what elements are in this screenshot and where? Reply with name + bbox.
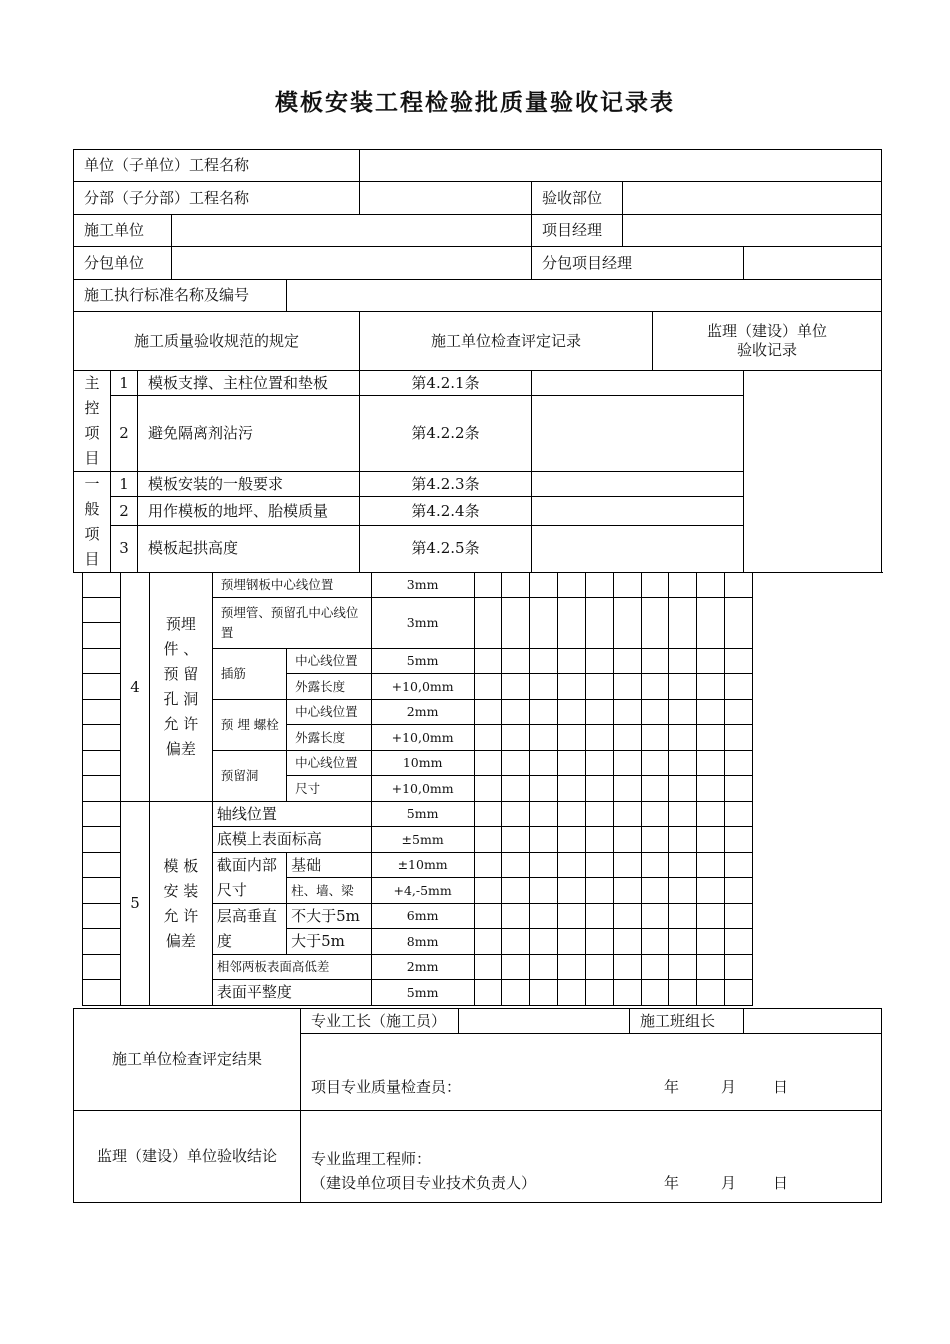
vertical-gt5-tolerance: 8mm — [371, 929, 474, 955]
blank-cell — [83, 853, 121, 878]
formwork-item-no: 5 — [121, 802, 150, 1006]
measurement-cell[interactable] — [474, 598, 502, 649]
measurement-cell[interactable] — [530, 776, 558, 802]
month-label: 月 — [721, 1174, 737, 1192]
measurement-cell[interactable] — [502, 725, 530, 751]
subdivision-project-label: 分部（子分部）工程名称 — [74, 182, 360, 215]
main-item-clause: 第4.2.1条 — [360, 371, 532, 396]
deviation-table — [82, 572, 753, 1006]
day-label: 日 — [773, 1078, 789, 1096]
general-item-record[interactable] — [532, 472, 744, 497]
measurement-cell[interactable] — [474, 674, 502, 700]
measurement-cell[interactable] — [613, 776, 641, 802]
measurement-cell[interactable] — [585, 674, 613, 700]
measurement-cell[interactable] — [613, 700, 641, 725]
measurement-cell[interactable] — [585, 573, 613, 598]
measurement-cell[interactable] — [641, 649, 669, 674]
pipe-hole-label: 预埋管、预留孔中心线位置 — [212, 598, 371, 649]
embedded-item-no: 4 — [121, 573, 150, 802]
measurement-cell[interactable] — [725, 674, 753, 700]
general-item-text: 模板起拱高度 — [138, 525, 360, 572]
measurement-cell[interactable] — [725, 878, 753, 904]
foreman-label: 专业工长（施工员） — [301, 1009, 459, 1034]
measurement-cell[interactable] — [585, 776, 613, 802]
measurement-cell[interactable] — [725, 725, 753, 751]
main-item-no: 2 — [111, 396, 138, 472]
measurement-cell[interactable] — [669, 802, 697, 827]
measurement-cell[interactable] — [558, 751, 586, 776]
measurement-cell[interactable] — [641, 776, 669, 802]
measurement-cell[interactable] — [613, 853, 641, 878]
measurement-cell[interactable] — [613, 674, 641, 700]
general-item-text: 用作模板的地坪、胎模质量 — [138, 497, 360, 525]
measurement-cell[interactable] — [502, 700, 530, 725]
measurement-cell[interactable] — [725, 751, 753, 776]
main-item-record[interactable] — [532, 371, 744, 396]
measurement-cell[interactable] — [725, 573, 753, 598]
measurement-cell[interactable] — [725, 955, 753, 980]
measurement-cell[interactable] — [530, 573, 558, 598]
measurement-cell[interactable] — [474, 725, 502, 751]
measurement-cell[interactable] — [641, 853, 669, 878]
axis-tolerance: 5mm — [371, 802, 474, 827]
bolt-exposed-tolerance: +10,0mm — [371, 725, 474, 751]
flatness-label: 表面平整度 — [212, 980, 371, 1006]
measurement-cell[interactable] — [585, 904, 613, 929]
measurement-cell[interactable] — [585, 649, 613, 674]
measurement-cell[interactable] — [669, 878, 697, 904]
day-label: 日 — [773, 1174, 789, 1192]
measurement-cell[interactable] — [474, 980, 502, 1006]
measurement-cell[interactable] — [474, 573, 502, 598]
hole-size-label: 尺寸 — [287, 776, 372, 802]
measurement-cell[interactable] — [585, 725, 613, 751]
measurement-cell[interactable] — [725, 980, 753, 1006]
bottom-elevation-tolerance: ±5mm — [371, 827, 474, 853]
measurement-cell[interactable] — [530, 649, 558, 674]
supervision-conclusion-cell[interactable] — [301, 1111, 882, 1203]
measurement-cell[interactable] — [613, 955, 641, 980]
measurement-cell[interactable] — [530, 700, 558, 725]
hole-label: 预留洞 — [212, 751, 286, 802]
section-base-tolerance: ±10mm — [371, 853, 474, 878]
measurement-cell[interactable] — [502, 674, 530, 700]
blank-cell — [83, 904, 121, 929]
measurement-cell[interactable] — [669, 751, 697, 776]
measurement-cell[interactable] — [502, 827, 530, 853]
measurement-cell[interactable] — [725, 904, 753, 929]
measurement-cell[interactable] — [474, 929, 502, 955]
blank-cell — [83, 623, 121, 649]
measurement-cell[interactable] — [613, 598, 641, 649]
general-item-no: 2 — [111, 497, 138, 525]
measurement-cell[interactable] — [669, 573, 697, 598]
measurement-cell[interactable] — [558, 929, 586, 955]
measurement-cell[interactable] — [558, 700, 586, 725]
construction-result-label: 施工单位检查评定结果 — [74, 1009, 301, 1111]
measurement-cell[interactable] — [585, 853, 613, 878]
general-item-no: 3 — [111, 525, 138, 572]
acceptance-part-label: 验收部位 — [532, 182, 623, 215]
footer-table — [73, 1008, 882, 1203]
adjacent-tolerance: 2mm — [371, 955, 474, 980]
measurement-cell[interactable] — [641, 878, 669, 904]
measurement-cell[interactable] — [669, 904, 697, 929]
general-item-clause: 第4.2.5条 — [360, 525, 532, 572]
blank-cell — [83, 878, 121, 904]
spec-column-header: 施工质量验收规范的规定 — [74, 312, 360, 371]
measurement-cell[interactable] — [641, 955, 669, 980]
vertical-le5-label: 不大于5m — [287, 904, 372, 929]
month-label: 月 — [721, 1078, 737, 1096]
measurement-cell[interactable] — [530, 674, 558, 700]
measurement-cell[interactable] — [530, 751, 558, 776]
measurement-cell[interactable] — [474, 955, 502, 980]
quality-inspector-label: 项目专业质量检查员： — [311, 1078, 462, 1096]
measurement-cell[interactable] — [585, 802, 613, 827]
foreman-value[interactable] — [459, 1009, 630, 1034]
measurement-cell[interactable] — [697, 904, 725, 929]
embedded-label: 预埋 件 、 预 留 孔 洞 允 许 偏差 — [149, 573, 212, 802]
measurement-cell[interactable] — [558, 955, 586, 980]
measurement-cell[interactable] — [697, 827, 725, 853]
measurement-cell[interactable] — [697, 878, 725, 904]
blank-cell — [83, 700, 121, 725]
measurement-cell[interactable] — [558, 598, 586, 649]
blank-cell — [83, 674, 121, 700]
steel-plate-tolerance: 3mm — [371, 573, 474, 598]
section-label: 截面内部尺寸 — [212, 853, 286, 904]
measurement-cell[interactable] — [530, 598, 558, 649]
general-item-text: 模板安装的一般要求 — [138, 472, 360, 497]
bolt-center-tolerance: 2mm — [371, 700, 474, 725]
project-manager-label: 项目经理 — [532, 215, 623, 247]
measurement-cell[interactable] — [558, 776, 586, 802]
measurement-cell[interactable] — [502, 776, 530, 802]
team-leader-value[interactable] — [744, 1009, 882, 1034]
measurement-cell[interactable] — [613, 878, 641, 904]
measurement-cell[interactable] — [669, 649, 697, 674]
main-item-no: 1 — [111, 371, 138, 396]
supervision-header-line1: 监理（建设）单位 — [707, 322, 828, 341]
vertical-le5-tolerance: 6mm — [371, 904, 474, 929]
blank-cell — [83, 955, 121, 980]
measurement-cell[interactable] — [585, 827, 613, 853]
supervision-conclusion-label: 监理（建设）单位验收结论 — [74, 1111, 301, 1203]
team-leader-label: 施工班组长 — [630, 1009, 744, 1034]
measurement-cell[interactable] — [558, 802, 586, 827]
measurement-cell[interactable] — [697, 674, 725, 700]
measurement-cell[interactable] — [725, 802, 753, 827]
blank-cell — [83, 980, 121, 1006]
measurement-cell[interactable] — [502, 751, 530, 776]
measurement-cell[interactable] — [530, 980, 558, 1006]
measurement-cell[interactable] — [697, 853, 725, 878]
measurement-cell[interactable] — [669, 725, 697, 751]
measurement-cell[interactable] — [558, 853, 586, 878]
measurement-cell[interactable] — [585, 700, 613, 725]
adjacent-label: 相邻两板表面高低差 — [212, 955, 371, 980]
bolt-center-label: 中心线位置 — [287, 700, 372, 725]
measurement-cell[interactable] — [697, 929, 725, 955]
measurement-cell[interactable] — [725, 827, 753, 853]
flatness-tolerance: 5mm — [371, 980, 474, 1006]
main-item-clause: 第4.2.2条 — [360, 396, 532, 472]
measurement-cell[interactable] — [613, 980, 641, 1006]
standard-label: 施工执行标准名称及编号 — [74, 280, 287, 312]
measurement-cell[interactable] — [641, 980, 669, 1006]
blank-cell — [83, 827, 121, 853]
measurement-cell[interactable] — [641, 802, 669, 827]
measurement-cell[interactable] — [558, 649, 586, 674]
measurement-cell[interactable] — [585, 980, 613, 1006]
acceptance-part-value[interactable] — [623, 182, 882, 215]
measurement-cell[interactable] — [725, 776, 753, 802]
supervision-record-cell[interactable] — [744, 371, 882, 573]
measurement-cell[interactable] — [725, 598, 753, 649]
measurement-cell[interactable] — [558, 674, 586, 700]
general-item-record[interactable] — [532, 497, 744, 525]
year-label: 年 — [664, 1174, 680, 1192]
vertical-label: 层高垂直度 — [212, 904, 286, 955]
blank-cell — [83, 649, 121, 674]
measurement-cell[interactable] — [725, 700, 753, 725]
blank-cell — [83, 598, 121, 623]
unit-project-value[interactable] — [360, 150, 882, 182]
measurement-cell[interactable] — [530, 955, 558, 980]
bottom-elevation-label: 底模上表面标高 — [212, 827, 371, 853]
rebar-center-label: 中心线位置 — [287, 649, 372, 674]
bolt-exposed-label: 外露长度 — [287, 725, 372, 751]
subcontractor-label: 分包单位 — [74, 247, 172, 280]
vertical-gt5-label: 大于5m — [287, 929, 372, 955]
measurement-cell[interactable] — [613, 573, 641, 598]
measurement-cell[interactable] — [641, 700, 669, 725]
measurement-cell[interactable] — [641, 904, 669, 929]
measurement-cell[interactable] — [502, 980, 530, 1006]
main-control-label: 主 控 项 目 — [74, 371, 111, 472]
measurement-cell[interactable] — [725, 929, 753, 955]
measurement-cell[interactable] — [669, 955, 697, 980]
measurement-cell[interactable] — [697, 649, 725, 674]
measurement-cell[interactable] — [641, 929, 669, 955]
measurement-cell[interactable] — [558, 573, 586, 598]
measurement-cell[interactable] — [530, 878, 558, 904]
measurement-cell[interactable] — [474, 649, 502, 674]
measurement-cell[interactable] — [641, 827, 669, 853]
measurement-cell[interactable] — [585, 878, 613, 904]
measurement-cell[interactable] — [669, 598, 697, 649]
measurement-cell[interactable] — [697, 802, 725, 827]
sub-project-manager-label: 分包项目经理 — [532, 247, 744, 280]
measurement-cell[interactable] — [530, 904, 558, 929]
form-title: 模板安装工程检验批质量验收记录表 — [275, 90, 675, 116]
supervision-engineer-label: 专业监理工程师： — [311, 1150, 432, 1168]
pipe-hole-tolerance: 3mm — [371, 598, 474, 649]
measurement-cell[interactable] — [502, 649, 530, 674]
supervision-header-line2: 验收记录 — [737, 341, 798, 359]
measurement-cell[interactable] — [558, 827, 586, 853]
measurement-cell[interactable] — [697, 598, 725, 649]
main-item-text: 模板支撑、主柱位置和垫板 — [138, 371, 360, 396]
measurement-cell[interactable] — [502, 573, 530, 598]
measurement-cell[interactable] — [530, 725, 558, 751]
measurement-cell[interactable] — [530, 827, 558, 853]
header-table — [73, 149, 882, 573]
measurement-cell[interactable] — [697, 955, 725, 980]
measurement-cell[interactable] — [474, 878, 502, 904]
measurement-cell[interactable] — [558, 725, 586, 751]
measurement-cell[interactable] — [669, 853, 697, 878]
construction-unit-label: 施工单位 — [74, 215, 172, 247]
hole-size-tolerance: +10,0mm — [371, 776, 474, 802]
measurement-cell[interactable] — [474, 776, 502, 802]
measurement-cell[interactable] — [502, 878, 530, 904]
blank-cell — [83, 802, 121, 827]
measurement-cell[interactable] — [502, 598, 530, 649]
blank-cell — [83, 751, 121, 776]
measurement-cell[interactable] — [585, 929, 613, 955]
formwork-label: 模 板 安 装 允 许 偏差 — [149, 802, 212, 1006]
general-item-clause: 第4.2.4条 — [360, 497, 532, 525]
measurement-cell[interactable] — [558, 980, 586, 1006]
main-item-record[interactable] — [532, 396, 744, 472]
general-item-clause: 第4.2.3条 — [360, 472, 532, 497]
measurement-cell[interactable] — [725, 853, 753, 878]
measurement-cell[interactable] — [669, 980, 697, 1006]
measurement-cell[interactable] — [697, 725, 725, 751]
rebar-exposed-tolerance: +10,0mm — [371, 674, 474, 700]
sub-project-manager-value[interactable] — [744, 247, 882, 280]
measurement-cell[interactable] — [697, 776, 725, 802]
year-label: 年 — [664, 1078, 680, 1096]
measurement-cell[interactable] — [641, 573, 669, 598]
rebar-label: 插筋 — [212, 649, 286, 700]
subcontractor-value[interactable] — [172, 247, 532, 280]
measurement-cell[interactable] — [502, 853, 530, 878]
steel-plate-label: 预埋钢板中心线位置 — [212, 573, 371, 598]
rebar-exposed-label: 外露长度 — [287, 674, 372, 700]
project-manager-value[interactable] — [623, 215, 882, 247]
blank-cell — [83, 776, 121, 802]
rebar-center-tolerance: 5mm — [371, 649, 474, 674]
measurement-cell[interactable] — [725, 649, 753, 674]
standard-value[interactable] — [287, 280, 882, 312]
measurement-cell[interactable] — [613, 725, 641, 751]
measurement-cell[interactable] — [669, 827, 697, 853]
construction-result-cell[interactable] — [301, 1034, 882, 1111]
blank-cell — [83, 725, 121, 751]
measurement-cell[interactable] — [558, 878, 586, 904]
general-item-record[interactable] — [532, 525, 744, 572]
section-column-tolerance: +4,-5mm — [371, 878, 474, 904]
measurement-cell[interactable] — [474, 751, 502, 776]
measurement-cell[interactable] — [558, 904, 586, 929]
measurement-cell[interactable] — [474, 904, 502, 929]
measurement-cell[interactable] — [585, 751, 613, 776]
measurement-cell[interactable] — [641, 598, 669, 649]
measurement-cell[interactable] — [697, 980, 725, 1006]
blank-cell — [83, 929, 121, 955]
measurement-cell[interactable] — [502, 955, 530, 980]
subdivision-project-value[interactable] — [360, 182, 532, 215]
construction-unit-value[interactable] — [172, 215, 532, 247]
supervision-column-header — [653, 312, 882, 371]
measurement-cell[interactable] — [613, 649, 641, 674]
measurement-cell[interactable] — [502, 929, 530, 955]
measurement-cell[interactable] — [474, 827, 502, 853]
measurement-cell[interactable] — [669, 929, 697, 955]
measurement-cell[interactable] — [669, 700, 697, 725]
measurement-cell[interactable] — [697, 751, 725, 776]
check-record-column-header: 施工单位检查评定记录 — [360, 312, 653, 371]
measurement-cell[interactable] — [613, 802, 641, 827]
measurement-cell[interactable] — [613, 827, 641, 853]
general-item-no: 1 — [111, 472, 138, 497]
hole-center-tolerance: 10mm — [371, 751, 474, 776]
measurement-cell[interactable] — [530, 853, 558, 878]
general-items-label: 一 般 项 目 — [74, 472, 111, 573]
measurement-cell[interactable] — [474, 802, 502, 827]
measurement-cell[interactable] — [530, 802, 558, 827]
axis-label: 轴线位置 — [212, 802, 371, 827]
measurement-cell[interactable] — [585, 955, 613, 980]
measurement-cell[interactable] — [669, 776, 697, 802]
measurement-cell[interactable] — [613, 929, 641, 955]
section-column-label: 柱、墙、梁 — [287, 878, 372, 904]
measurement-cell[interactable] — [585, 598, 613, 649]
measurement-cell[interactable] — [502, 802, 530, 827]
measurement-cell[interactable] — [641, 725, 669, 751]
measurement-cell[interactable] — [474, 700, 502, 725]
unit-project-label: 单位（子单位）工程名称 — [74, 150, 360, 182]
measurement-cell[interactable] — [697, 573, 725, 598]
owner-tech-label: （建设单位项目专业技术负责人） — [311, 1174, 537, 1192]
measurement-cell[interactable] — [641, 674, 669, 700]
measurement-cell[interactable] — [474, 853, 502, 878]
blank-cell — [83, 573, 121, 598]
measurement-cell[interactable] — [613, 751, 641, 776]
measurement-cell[interactable] — [641, 751, 669, 776]
measurement-cell[interactable] — [669, 674, 697, 700]
measurement-cell[interactable] — [502, 904, 530, 929]
measurement-cell[interactable] — [530, 929, 558, 955]
bolt-label: 预 埋 螺栓 — [212, 700, 286, 751]
measurement-cell[interactable] — [697, 700, 725, 725]
hole-center-label: 中心线位置 — [287, 751, 372, 776]
section-base-label: 基础 — [287, 853, 372, 878]
measurement-cell[interactable] — [613, 904, 641, 929]
main-item-text: 避免隔离剂沾污 — [138, 396, 360, 472]
